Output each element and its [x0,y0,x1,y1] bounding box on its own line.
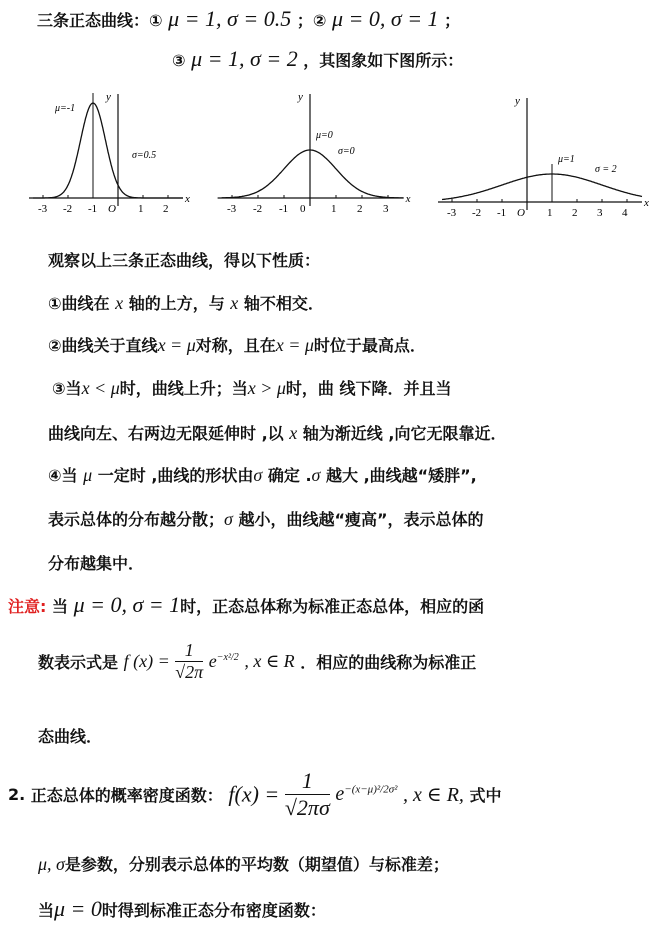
mu-label: μ=0 [316,130,333,141]
x-axis-label: x [185,193,190,205]
prop-4: ④当 μ 一定时 ,曲线的形状由σ 确定 .σ 越大 ,曲线越“矮胖”, [48,465,477,485]
prop-3-cont: 曲线向左、右两边无限延伸时 ,以 x 轴为渐近线 ,向它无限靠近． [48,423,507,443]
normal-curve-chart-2 [220,88,415,218]
intro-line-2 [172,46,463,72]
x-tick-label: 2 [572,207,578,219]
props-heading: 观察以上三条正态曲线，得以下性质： [48,251,321,270]
circle-1: ① [149,11,163,30]
note-line-1: 注意: 当 μ = 0, σ = 1时，正态总体称为标准正态总体，相应的函 [8,592,485,617]
x-tick-label: 1 [331,203,337,215]
x-axis-label: x [405,193,411,205]
density-fraction: $\frac{1}{√2\pi\sigma}$ [284,768,330,820]
x-tick-label: -1 [497,207,507,219]
y-axis-label: y [298,91,303,103]
curve-3-params: μ = 1, σ = 2 [191,46,298,71]
y-axis-label: y [515,95,520,107]
x-tick-label: 3 [597,207,603,219]
sigma-label: σ=0 [338,146,355,157]
prop-2: ②曲线关于直线x = μ对称，且在x = μ时位于最高点． [48,335,426,355]
x-tick-label: 1 [138,203,144,215]
normal-curve-chart-1 [40,88,200,218]
circle-3: ③ [172,51,186,70]
sigma-label: σ=0.5 [132,150,157,161]
x-tick-label: -3 [447,207,457,219]
x-tick-label: 2 [163,203,169,215]
x-axis-label: x [644,197,649,209]
x-tick-label: -3 [38,203,48,215]
intro-label: 三条正态曲线： [37,11,150,30]
sec2-standard: 当μ = 0时得到标准正态分布密度函数： [38,896,326,921]
sec2-line-1: 2. 正态总体的概率密度函数： f(x) = $\frac{1}{√2\pi\sigma}$ $e^{-(x-\mu)^2/2\sigma^2}$ , x ∈ R, 式中 [8,768,502,820]
intro-line-1: 三条正态曲线：① μ = 1, σ = 0.5 ；② μ = 0, σ = 1 ； [37,6,461,31]
curve-1-params: μ = 1, σ = 0.5 [168,6,292,31]
note-label: 注意: [8,597,47,616]
mu-label: μ=1 [558,154,575,165]
x-tick-label: -2 [63,203,73,215]
prop-4-cont: 表示总体的分布越分散；σ 越小，曲线越“瘦高”，表示总体的 [48,509,484,529]
x-tick-label: -2 [253,203,263,215]
intro-tail: ，其图象如下图所示： [303,51,464,70]
x-tick-label: 0 [300,203,306,215]
x-tick-label: -3 [227,203,237,215]
prop-4-end: 分布越集中． [48,554,145,573]
mu-label: μ=-1 [55,103,76,114]
x-tick-label: -2 [472,207,482,219]
note-end: 态曲线． [38,727,103,746]
density-curve [222,150,404,198]
x-tick-label: 4 [622,207,628,219]
x-tick-label: -1 [88,203,98,215]
prop-1: ①曲线在 x 轴的上方，与 x 轴不相交． [48,293,324,313]
density-curve [33,103,183,198]
density-curve [442,174,642,200]
sec2-params: μ, σ是参数，分别表示总体的平均数（期望值）与标准差； [38,854,449,874]
x-tick-label: O [108,203,116,215]
x-tick-label: 3 [383,203,389,215]
normal-curve-chart-3 [437,92,657,222]
x-tick-label: O [517,207,525,219]
formula-fraction: $\frac{1}{√2\pi}$ [175,640,204,682]
x-tick-label: -1 [279,203,289,215]
note-formula-line: 数表示式是 f (x) = $\frac{1}{√2\pi}$ $e^{-x^2/2}$ , x ∈ R ．相应的曲线称为标准正 [38,640,477,682]
x-tick-label: 2 [357,203,363,215]
x-tick-label: 1 [547,207,553,219]
prop-3: ③当x < μ时，曲线上升；当x > μ时，曲 线下降．并且当 [52,378,452,398]
sigma-label: σ = 2 [595,164,617,175]
y-axis-label: y [106,91,111,103]
circle-2: ② [312,11,327,30]
curve-2-params: μ = 0, σ = 1 [331,6,439,31]
